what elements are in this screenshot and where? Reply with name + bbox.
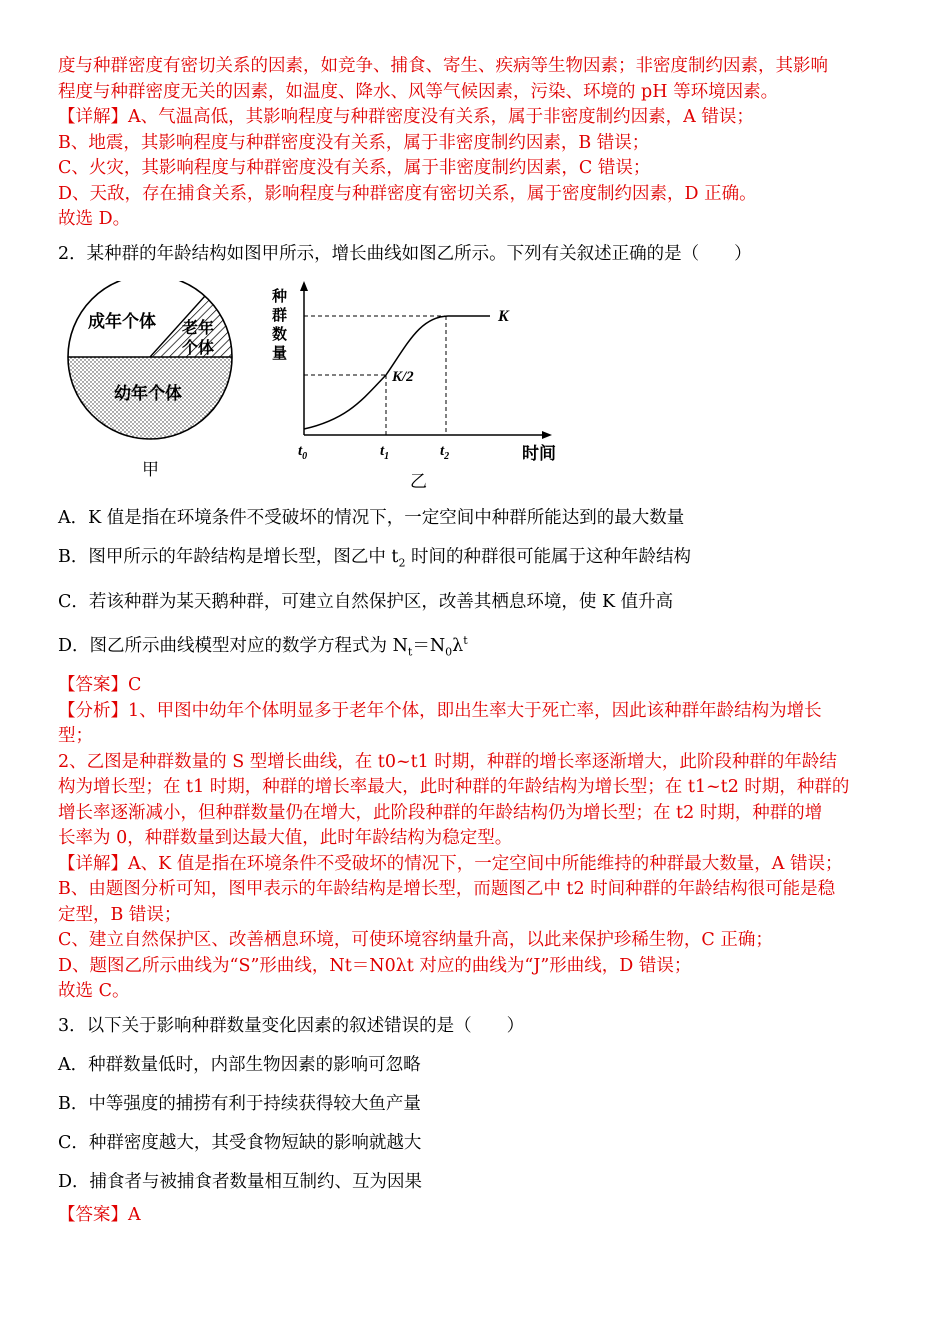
q3-option-b: B．中等强度的捕捞有利于持续获得较大鱼产量	[58, 1093, 421, 1114]
q2-stem: 2．某种群的年龄结构如图甲所示，增长曲线如图乙所示。下列有关叙述正确的是（ ）	[58, 243, 752, 264]
y-axis-arrow	[300, 281, 308, 291]
young-label: 幼年个体	[114, 383, 182, 404]
text-line: B、由题图分析可知，图甲表示的年龄结构是增长型，而题图乙中 t2 时间种群的年龄结构很可能是稳	[58, 879, 836, 900]
ylabel-char: 数	[272, 324, 288, 343]
q2-option-b: B．图甲所示的年龄结构是增长型，图乙中 $t_2$ 时间的种群很可能属于这种年龄结构	[58, 546, 692, 569]
q3-option-a: A．种群数量低时，内部生物因素的影响可忽略	[58, 1054, 421, 1075]
q2-figure	[58, 281, 578, 495]
t0-label: $t_0$	[298, 442, 308, 462]
text-line: 程度与种群密度无关的因素，如温度、降水、风等气候因素，污染、环境的 pH 等环境因素。	[58, 81, 779, 102]
q2-solution	[58, 673, 908, 1005]
q3-option-d: D．捕食者与被捕食者数量相互制约、互为因果	[58, 1171, 423, 1192]
text-line: D、天敌，存在捕食关系，影响程度与种群密度有密切关系，属于密度制约因素，D 正确。	[58, 183, 757, 204]
text-line: 【详解】A、K 值是指在环境条件不受破坏的情况下，一定空间中所能维持的种群最大数量，A 错误；	[58, 853, 843, 874]
document-page	[58, 54, 908, 1228]
text-line: 故选 C。	[58, 981, 130, 1002]
text-line: 定型，B 错误；	[58, 904, 182, 925]
q2-answer: 【答案】C	[58, 675, 142, 696]
age-structure-pie	[68, 281, 238, 480]
text-line: 构为增长型；在 t1 时期，种群的增长率最大，此时种群的年龄结构为增长型；在 t1~t2 时期，种群的	[58, 777, 850, 798]
q3-answer: 【答案】A	[58, 1204, 141, 1225]
q3-stem: 3．以下关于影响种群数量变化因素的叙述错误的是（ ）	[58, 1015, 525, 1036]
text-line: 2、乙图是种群数量的 S 型增长曲线，在 t0~t1 时期，种群的增长率逐渐增大，此阶段种群的年龄结	[58, 751, 837, 772]
text-line: 度与种群密度有密切关系的因素，如竞争、捕食、寄生、疾病等生物因素；非密度制约因素，其影响	[58, 56, 828, 76]
text-line: D、题图乙所示曲线为“S”形曲线，Nt＝N0λt 对应的曲线为“J”形曲线，D 错误；	[58, 955, 692, 976]
q2-option-c: C．若该种群为某天鹅种群，可建立自然保护区，改善其栖息环境，使 K 值升高	[58, 592, 674, 612]
text-line: 长率为 0，种群数量到达最大值，此时年龄结构为稳定型。	[58, 828, 513, 849]
t1-label: $t_1$	[380, 442, 390, 462]
q3-option-c: C．种群密度越大，其受食物短缺的影响就越大	[58, 1132, 422, 1153]
khalf-label: K/2	[392, 368, 414, 385]
adult-label: 成年个体	[88, 311, 156, 332]
curve-caption: 乙	[410, 471, 427, 492]
q2-figure-svg	[58, 281, 578, 495]
text-line: 故选 D。	[58, 209, 131, 229]
x-axis-arrow	[542, 431, 552, 439]
text-line: B、地震，其影响程度与种群密度没有关系，属于非密度制约因素，B 错误；	[58, 132, 650, 153]
old-label-line1: 老年	[182, 317, 215, 337]
ylabel-char: 种	[272, 286, 288, 305]
q2-option-a: A．K 值是指在环境条件不受破坏的情况下，一定空间中种群所能达到的最大数量	[58, 507, 685, 528]
text-line: C、火灾，其影响程度与种群密度没有关系，属于非密度制约因素，C 错误；	[58, 158, 651, 178]
q1-analysis-continuation	[58, 54, 908, 105]
ylabel-char: 量	[272, 343, 288, 362]
k-label: K	[498, 307, 509, 325]
text-line: 【详解】A、气温高低，其影响程度与种群密度没有关系，属于非密度制约因素，A 错误；	[58, 107, 754, 127]
pie-caption: 甲	[142, 459, 159, 480]
text-line: 增长率逐渐减小，但种群数量仍在增大，此阶段种群的年龄结构仍为增长型；在 t2 时期，种群的增	[58, 802, 823, 823]
text-line: 型；	[58, 726, 93, 747]
text-line: C、建立自然保护区、改善栖息环境，可使环境容纳量升高，以此来保护珍稀生物，C 正确；	[58, 930, 773, 951]
xlabel: 时间	[522, 443, 556, 464]
old-label-line2: 个体	[182, 337, 215, 357]
text-line: 【分析】1、甲图中幼年个体明显多于老年个体，即出生率大于死亡率，因此该种群年龄结构为增长	[58, 700, 822, 721]
t2-label: $t_2$	[440, 442, 450, 462]
q1-detail	[58, 105, 908, 233]
q2-option-d: D．图乙所示曲线模型对应的数学方程式为 $N_t=N_0\lambda^t$	[58, 634, 468, 659]
ylabel-char: 群	[272, 305, 288, 324]
growth-curve-chart	[271, 281, 556, 492]
